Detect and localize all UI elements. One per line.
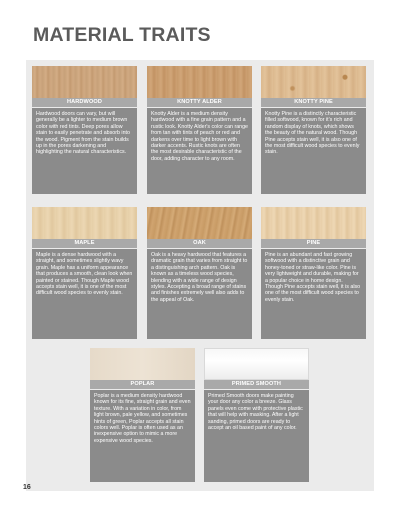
knotty-pine-swatch	[261, 66, 366, 98]
poplar-swatch	[90, 348, 195, 380]
card-description: Hardwood doors can vary, but will generally be a lighter to medium brown color with red tints. Deep pores allow stain to easily penetrate and absorb into the wood. Pigment from the stain builds up in the pores darkening and highlighting the natural characteristics.	[32, 108, 137, 194]
card-description: Poplar is a medium density hardwood known for its fine, straight grain and even texture. With a variation in color, from light brown, pale yellow, and sometimes hints of green, Poplar accepts all stain colors well. Poplar is often used as an inexpensive option to mimic a more expensive wood species.	[90, 390, 195, 482]
card-label: POPLAR	[90, 380, 195, 389]
oak-swatch	[147, 207, 252, 239]
page-title: MATERIAL TRAITS	[33, 24, 211, 46]
pine-swatch	[261, 207, 366, 239]
knotty-alder-swatch	[147, 66, 252, 98]
card-label: PINE	[261, 239, 366, 248]
card-description: Oak is a heavy hardwood that features a dramatic grain that varies from straight to a distinguishing arch pattern. Oak is known as a timeless wood species, blending with a wide range of design styles. Accepting a broad range of stains and finishes extremely well also adds to the appeal of Oak.	[147, 249, 252, 339]
maple-swatch	[32, 207, 137, 239]
card-description: Knotty Pine is a distinctly characteristic filled softwood, known for it's rich and random display of knots, which shows the beauty of the natural wood. Though Pine accepts stain well, it is also one of the most difficult wood species to evenly stain.	[261, 108, 366, 194]
page-number: 16	[23, 484, 31, 491]
primed-smooth-swatch	[204, 348, 309, 380]
card-label: HARDWOOD	[32, 98, 137, 107]
card-label: KNOTTY PINE	[261, 98, 366, 107]
card-label: PRIMED SMOOTH	[204, 380, 309, 389]
hardwood-swatch	[32, 66, 137, 98]
card-label: MAPLE	[32, 239, 137, 248]
card-description: Maple is a dense hardwood with a straight, and sometimes slightly wavy grain. Maple has a uniform appearance that produces a smooth, clean look when painted or stained. Though Maple wood accepts stain well, it is one of the most difficult wood species to evenly stain.	[32, 249, 137, 339]
card-description: Pine is an abundant and fast growing softwood with a distinctive grain and honey-toned or straw-like color. Pine is very lightweight and durable, making for a popular choice in home design. Though Pine accepts stain well, it is also one of the most difficult wood species to evenly stain.	[261, 249, 366, 339]
card-description: Primed Smooth doors make painting your door any color a breeze. Glass panels even come with protective plastic that will help with masking. After a light sanding, primed doors are ready to accept an oil based paint of any color.	[204, 390, 309, 482]
card-label: KNOTTY ALDER	[147, 98, 252, 107]
card-label: OAK	[147, 239, 252, 248]
card-description: Knotty Alder is a medium density hardwood with a fine grain pattern and a rustic look. Knotty Alder's color can range from tan with tints of peach or red and darkens over time to light brown with darker accents. Rustic knots are often the most desirable characteristic of the door, adding character to any room.	[147, 108, 252, 194]
